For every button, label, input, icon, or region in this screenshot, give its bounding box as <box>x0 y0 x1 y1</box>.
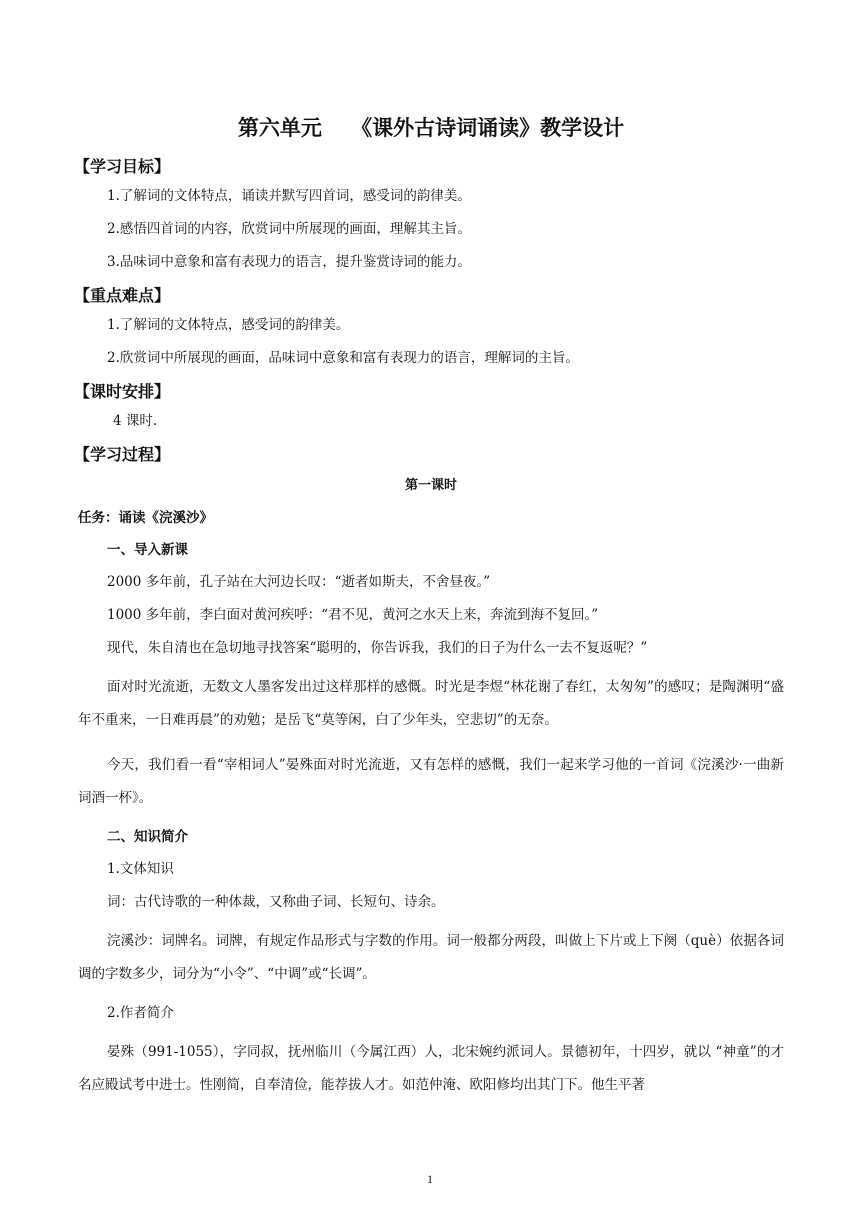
task-title: 任务：诵读《浣溪沙》 <box>78 510 213 526</box>
page-number: 1 <box>427 1172 433 1186</box>
document-title: 第六单元 《课外古诗词诵读》教学设计 <box>237 116 625 140</box>
document-body <box>74 112 784 1114</box>
schedule-heading: 【课时安排】 <box>74 382 171 401</box>
knowledge-paragraph: 浣溪沙：词牌名。词牌，有规定作品形式与字数的作用。词一般都分两段，叫做上下片或上下阕（què）依据各词调的字数多少，词分为“小令”、“中调”或“长调”。 <box>78 933 784 982</box>
goal-item: 1.了解词的文体特点，诵读并默写四首词，感受词的韵律美。 <box>107 188 471 204</box>
knowledge-heading: 二、知识简介 <box>107 829 188 845</box>
process-heading: 【学习过程】 <box>74 445 171 464</box>
key-point-item: 2.欣赏词中所展现的画面，品味词中意象和富有表现力的语言，理解词的主旨。 <box>107 350 579 366</box>
intro-paragraph: 今天，我们看一看“宰相词人”晏殊面对时光流逝，又有怎样的感慨，我们一起来学习他的一首词《浣溪沙·一曲新词酒一杯》。 <box>78 757 784 806</box>
knowledge-paragraph: 2.作者简介 <box>107 1005 174 1021</box>
lesson-title: 第一课时 <box>404 478 457 493</box>
goal-item: 3.品味词中意象和富有表现力的语言，提升鉴赏诗词的能力。 <box>107 254 471 270</box>
key-point-item: 1.了解词的文体特点，感受词的韵律美。 <box>107 317 350 333</box>
intro-paragraph: 面对时光流逝，无数文人墨客发出过这样那样的感慨。时光是李煜“林花谢了春红，太匆匆”的感叹；是陶渊明“盛年不重来，一日难再晨”的劝勉；是岳飞“莫等闲，白了少年头，空悲切”的无奈。 <box>78 679 784 728</box>
intro-paragraph: 1000 多年前，李白面对黄河疾呼：“君不见，黄河之水天上来，奔流到海不复回。” <box>107 607 599 623</box>
knowledge-paragraph: 1.文体知识 <box>107 861 174 877</box>
key-points-heading: 【重点难点】 <box>74 286 171 305</box>
schedule-text: 4 课时. <box>113 413 158 429</box>
knowledge-paragraph: 晏殊（991-1055），字同叔，抚州临川（今属江西）人，北宋婉约派词人。景德初年，十四岁，就以 “神童”的才名应殿试考中进士。性刚简，自奉清俭，能荐拔人才。如范仲淹、欧阳修均出其门下。他生平著 <box>78 1044 784 1093</box>
intro-heading: 一、导入新课 <box>107 542 188 558</box>
intro-paragraph: 现代，朱自清也在急切地寻找答案“聪明的，你告诉我，我们的日子为什么一去不复返呢？” <box>107 640 648 656</box>
intro-paragraph: 2000 多年前，孔子站在大河边长叹：“逝者如斯夫，不舍昼夜。” <box>107 574 491 590</box>
goals-heading: 【学习目标】 <box>74 157 171 176</box>
goal-item: 2.感悟四首词的内容，欣赏词中所展现的画面，理解其主旨。 <box>107 221 471 237</box>
knowledge-paragraph: 词：古代诗歌的一种体裁，又称曲子词、长短句、诗余。 <box>107 894 445 910</box>
